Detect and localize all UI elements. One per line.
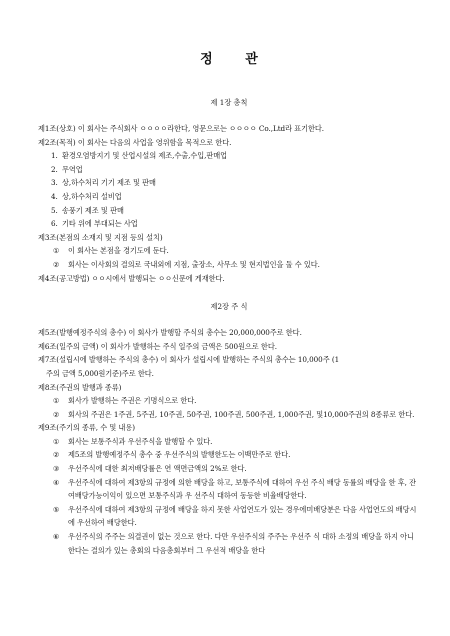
article-6: 제6조(일주의 금액) 이 회사가 발행하는 주식 일주의 금액은 500원으로 한다. bbox=[38, 341, 277, 351]
list-item: 6. 기타 위에 부대되는 사업 bbox=[51, 219, 138, 229]
article-2: 제2조(목적) 이 회사는 다음의 사업을 영위함을 목적으로 한다. bbox=[38, 137, 232, 147]
chapter-heading: 제2장 주 식 bbox=[210, 302, 248, 312]
article-9: 제9조(주기의 종류, 수 및 내용) bbox=[38, 423, 136, 433]
chapter-heading: 제 1장 총칙 bbox=[210, 98, 248, 107]
list-item: ② 회사의 주권은 1주권, 5주권, 10주권, 50주권, 100주권, 500주권, 1,000주권, 및10,000주권의 8종류로 한다. bbox=[53, 409, 415, 419]
list-item: 1. 환경오염방지기 및 산업시설의 제조,수출,수입,판매업 bbox=[51, 151, 228, 161]
list-item: 5. 송풍기 제조 및 판매 bbox=[51, 205, 124, 215]
article-7-continued: 주의 금액 5,000원기준)주로 한다. bbox=[46, 368, 154, 378]
article-3: 제3조(본점의 소재지 및 지점 등의 설치) bbox=[38, 232, 163, 242]
article-4: 제4조(공고방법) ㅇㅇ시에서 발행되는 ㅇㅇ신문에 게재한다. bbox=[38, 273, 225, 283]
list-item: 2. 무역업 bbox=[51, 164, 83, 174]
list-item: ⑥ 우선주식의 주주는 의결권이 없는 것으로 한다. 다만 우선주식의 주주는 우선주 식 대하 소정의 배당을 하지 아니한다는 결의가 있는 총회의 다음총회부터 그 우선적 배당을 한다 bbox=[53, 532, 414, 555]
article-8: 제8조(주권의 발행과 종류) bbox=[38, 382, 122, 392]
list-item: ① 이 회사는 본점을 경기도에 둔다. bbox=[53, 246, 169, 256]
article-7: 제7조(설립시에 발행하는 주식의 총수) 이 회사가 설립시에 발행하는 주식의 총수는 10,000주 (1 bbox=[38, 355, 340, 365]
article-1: 제1조(상호) 이 회사는 주식회사 ㅇㅇㅇㅇ라한다, 영문으로는 ㅇㅇㅇㅇ Co.,Ltd라 표기한다. bbox=[38, 124, 325, 133]
list-item: 4. 상,하수처리 설비업 bbox=[51, 191, 122, 201]
purpose-list bbox=[38, 149, 420, 231]
list-item: ② 제5조의 발행예정주식 총수 중 우선주식의 발행한도는 이백만주로 한다. bbox=[53, 450, 291, 460]
list-item: ① 회사는 보통주식과 우선주식을 발행할 수 있다. bbox=[53, 436, 213, 446]
article-5: 제5조(발행예정주식의 총수) 이 회사가 발행할 주식의 총수는 20,000,000주로 한다. bbox=[38, 328, 302, 338]
list-item: 3. 상,하수처리 기기 제조 및 판매 bbox=[51, 178, 156, 188]
list-item: ② 회사는 이사회의 결의로 국내외에 지점, 출장소, 사무소 및 현지법인을 둘 수 있다. bbox=[53, 259, 320, 269]
list-item: ③ 우선주식에 대한 최저배당률은 연 액면금액의 2%로 한다. bbox=[53, 464, 247, 474]
list-item: ① 회사가 발행하는 주권은 기명식으로 한다. bbox=[53, 396, 197, 406]
list-item: ④ 우선주식에 대하여 제3항의 규정에 의한 배당을 하고, 보통주식에 대하여 우선 주식 배당 동률의 배당을 한 후, 잔여배당가능이익이 있으면 보통주식과 우 선주식 대하여 동등한 비율배당한다. bbox=[53, 477, 417, 501]
list-item: ⑤ 우선주식에 대하여 제3항의 규정에 배당을 하지 못한 사업연도가 있는 경우에미배당분은 다음 사업연도의 배당시에 우선하여 배당한다. bbox=[53, 504, 417, 528]
document-title: 정 관 bbox=[200, 52, 272, 67]
